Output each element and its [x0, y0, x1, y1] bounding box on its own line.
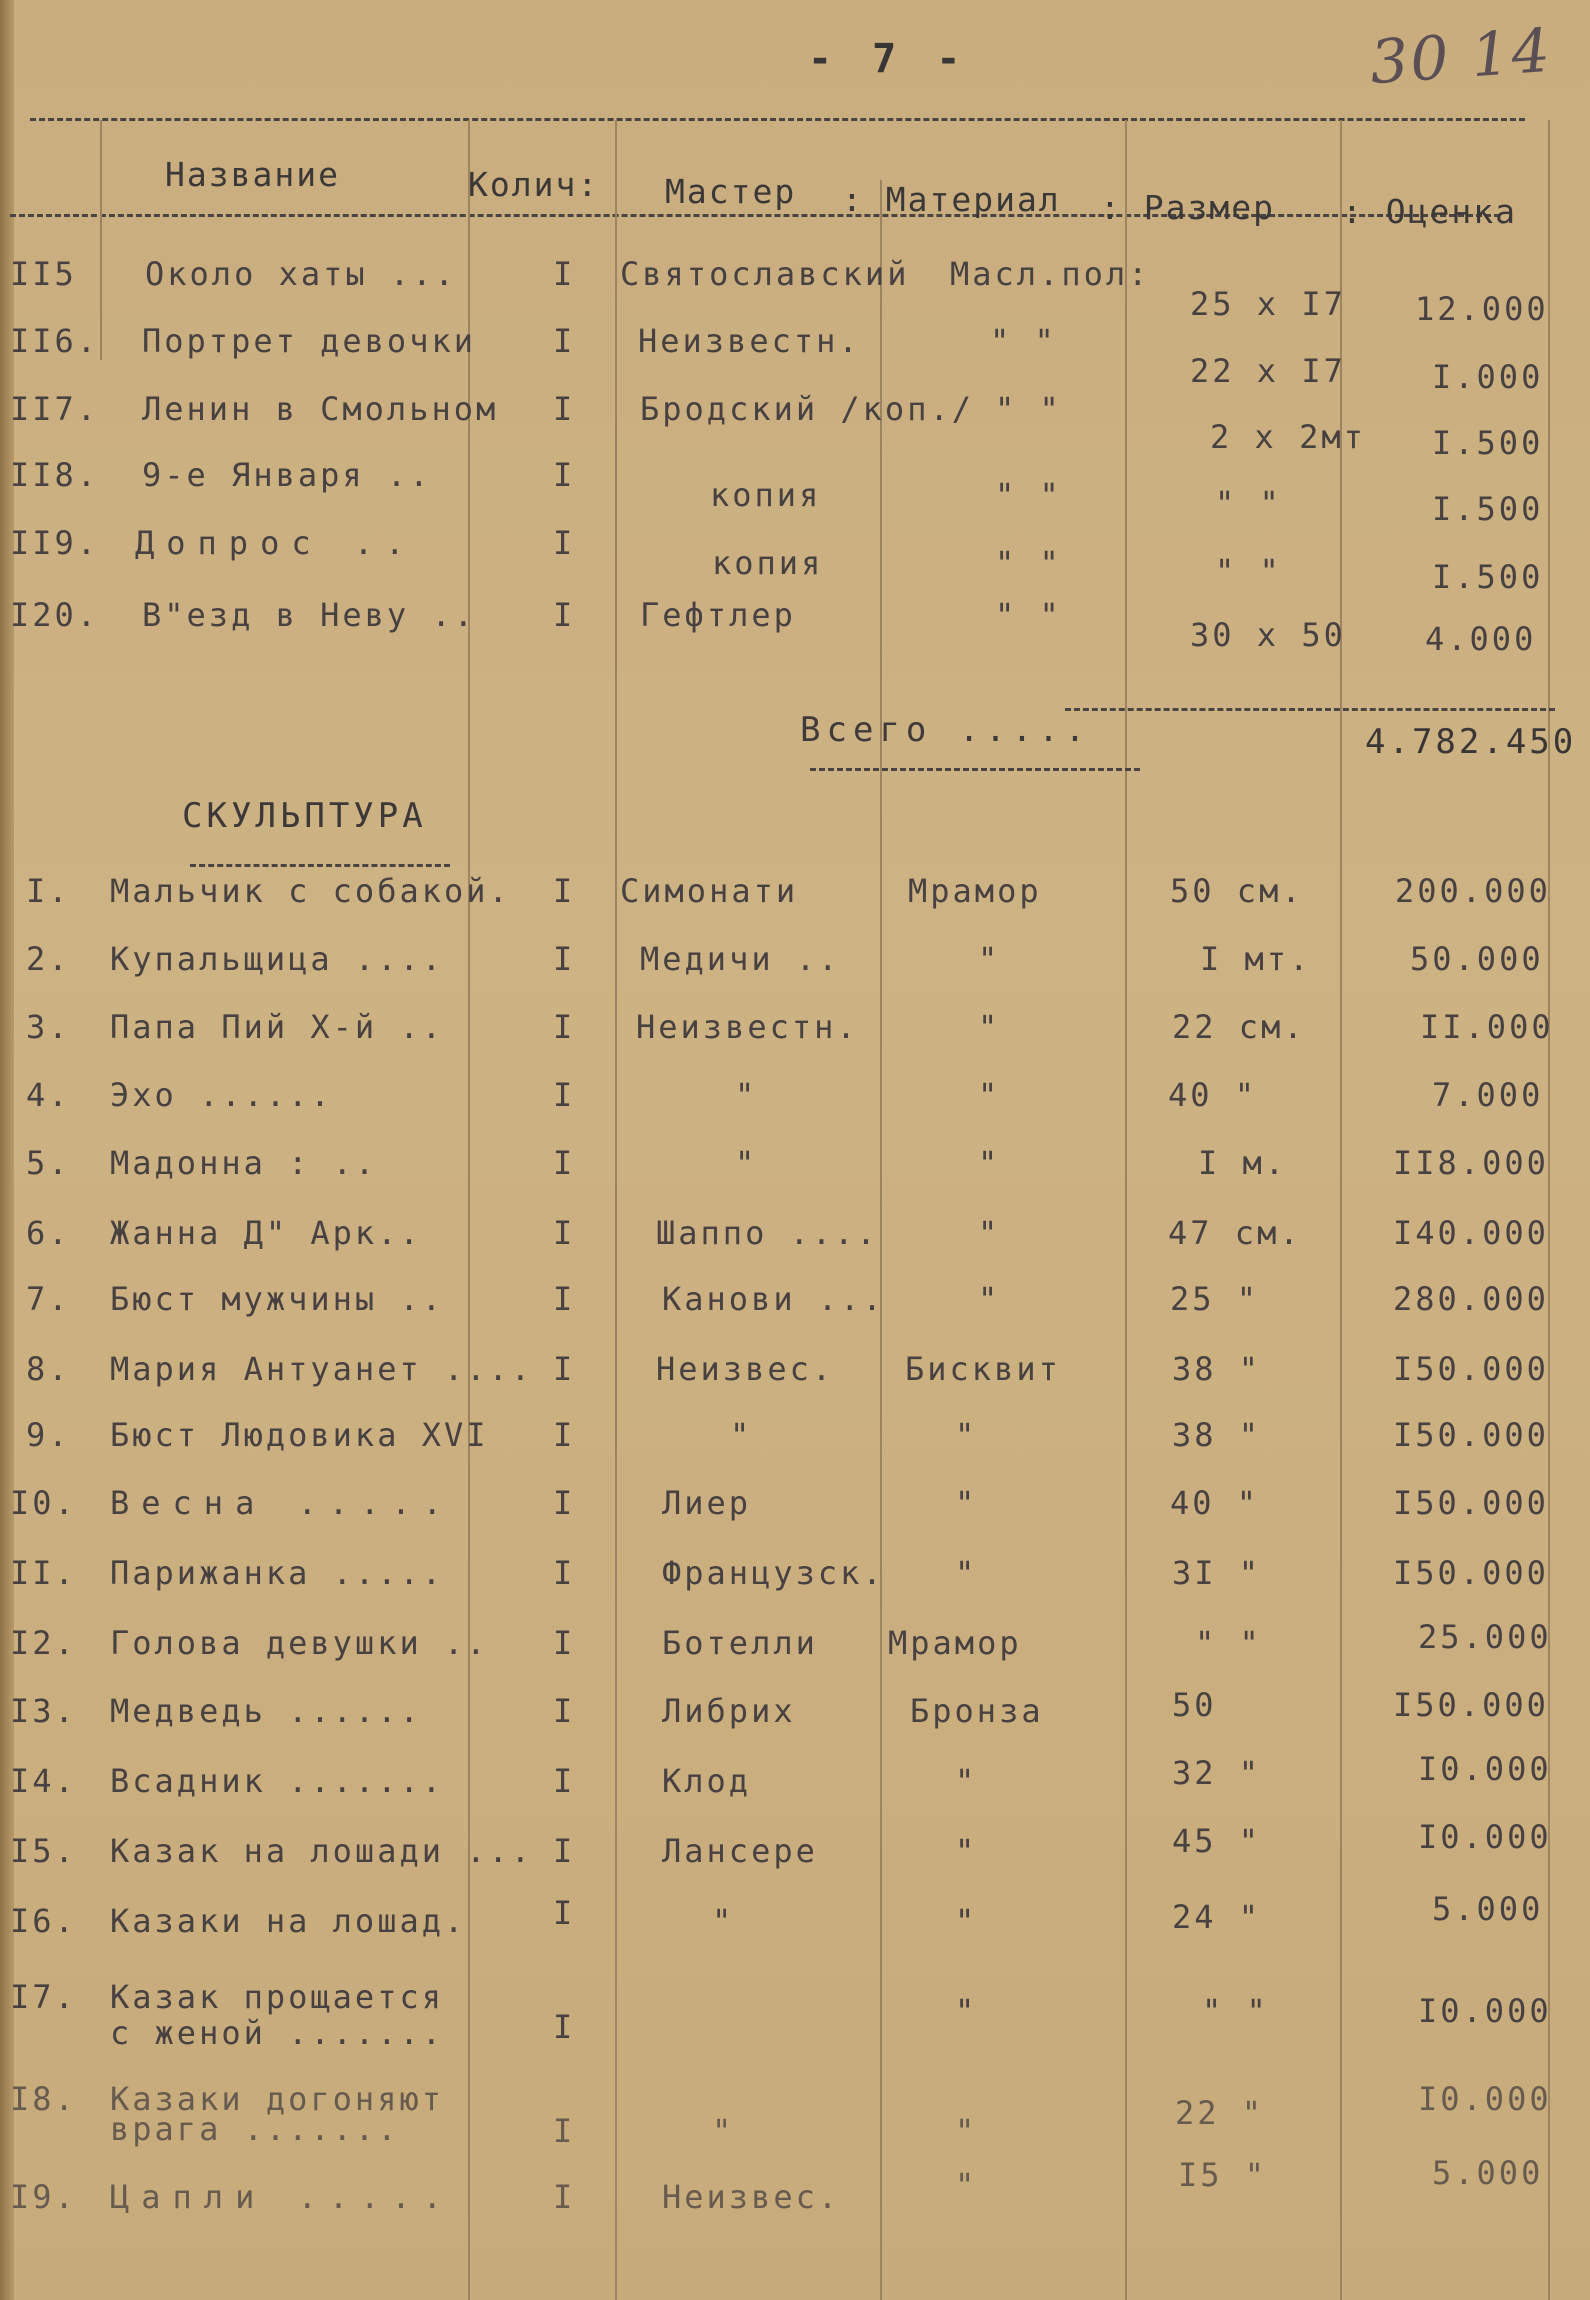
- row-qty: I: [553, 940, 576, 978]
- row-price: I50.000: [1393, 1484, 1549, 1522]
- row-name: В"езд в Неву ..: [142, 596, 476, 634]
- row-price: I0.000: [1418, 1992, 1552, 2030]
- row-qty: I: [553, 456, 576, 494]
- row-qty: I: [553, 1008, 576, 1046]
- row-price: II8.000: [1393, 1144, 1549, 1182]
- row-master: ": [712, 2112, 735, 2150]
- row-master: ": [712, 1902, 735, 1940]
- table-row: [0, 524, 1590, 596]
- row-number: I0.: [10, 1484, 77, 1522]
- row-name: Голова девушки ..: [110, 1624, 489, 1662]
- row-qty: I: [553, 596, 576, 634]
- header-top-dashed-line: [30, 118, 1525, 121]
- table-row: [0, 1618, 1590, 1684]
- row-price: I50.000: [1393, 1554, 1549, 1592]
- table-row: [0, 1416, 1590, 1476]
- row-name: Портрет девочки: [142, 322, 476, 360]
- row-price: 5.000: [1432, 1890, 1544, 1928]
- row-material: " ": [995, 596, 1062, 634]
- table-row: [0, 255, 1590, 328]
- row-number: 9.: [26, 1416, 71, 1454]
- row-qty: I: [553, 390, 576, 428]
- row-size: " ": [1215, 552, 1282, 590]
- row-material: ": [955, 1554, 978, 1592]
- row-name: Около хаты ...: [145, 255, 457, 293]
- header-material: : Материал: [842, 180, 1061, 219]
- total-bottom-dashed-line: [810, 768, 1140, 771]
- archive-number: 30 14: [1367, 15, 1555, 99]
- row-number: II8.: [10, 456, 100, 494]
- row-size: 22 ": [1175, 2094, 1265, 2132]
- row-price: I0.000: [1418, 1818, 1552, 1856]
- row-price: I.500: [1432, 490, 1544, 528]
- table-row: [0, 1144, 1590, 1204]
- row-master: Канови ...: [662, 1280, 885, 1318]
- header-bottom-dashed-line: [10, 214, 1500, 217]
- row-size: 22 см.: [1172, 1008, 1306, 1046]
- row-master: Неизвестн.: [636, 1008, 859, 1046]
- row-size: I мт.: [1200, 940, 1312, 978]
- table-row: [0, 596, 1590, 656]
- row-size: " ": [1215, 484, 1282, 522]
- row-price: I50.000: [1393, 1350, 1549, 1388]
- row-size: 22 x I7: [1190, 352, 1346, 390]
- row-price: I.500: [1432, 424, 1544, 462]
- row-master: Либрих: [662, 1692, 796, 1730]
- row-qty: I: [553, 872, 576, 910]
- table-row: [0, 1978, 1590, 2058]
- table-row: [0, 1818, 1590, 1892]
- total-top-dashed-line: [1065, 708, 1555, 711]
- row-material: ": [978, 1214, 1001, 1252]
- row-number: I6.: [10, 1902, 77, 1940]
- row-name: 9-е Января ..: [142, 456, 432, 494]
- table-row: [0, 1214, 1590, 1274]
- row-material: ": [955, 2112, 978, 2150]
- row-name: Цапли .....: [110, 2178, 454, 2216]
- table-row: [0, 2154, 1590, 2238]
- row-master: Симонати: [620, 872, 799, 910]
- row-master: копия: [710, 476, 822, 514]
- row-price: 50.000: [1410, 940, 1544, 978]
- row-qty: I: [553, 1144, 576, 1182]
- row-name: Мадонна : ..: [110, 1144, 378, 1182]
- row-master: Шаппо ....: [656, 1214, 879, 1252]
- row-material: Мрамор: [908, 872, 1042, 910]
- header-price: : Оценка: [1342, 192, 1517, 231]
- row-name: Жанна Д" Арк..: [110, 1214, 422, 1252]
- row-size: 38 ": [1172, 1416, 1262, 1454]
- page-number: - 7 -: [808, 36, 969, 82]
- row-qty: I: [553, 1624, 576, 1662]
- row-name: Медведь ......: [110, 1692, 422, 1730]
- row-name-continued: с женой .......: [110, 2014, 444, 2052]
- table-row: [0, 1484, 1590, 1544]
- row-price: I50.000: [1393, 1686, 1549, 1724]
- table-row: [0, 2080, 1590, 2160]
- row-master: Неизвес.: [662, 2178, 841, 2216]
- row-number: I2.: [10, 1624, 77, 1662]
- row-material: ": [955, 1484, 978, 1522]
- row-name: Казак на лошади ...: [110, 1832, 534, 1870]
- row-name: Эхо ......: [110, 1076, 333, 1114]
- row-qty: I: [553, 524, 576, 562]
- row-material: ": [955, 2166, 978, 2204]
- row-price: 200.000: [1395, 872, 1551, 910]
- row-price: I.000: [1432, 358, 1544, 396]
- row-master: Гефтлер: [640, 596, 796, 634]
- row-number: 7.: [26, 1280, 71, 1318]
- row-price: I.500: [1432, 558, 1544, 596]
- row-size: 50: [1172, 1686, 1217, 1724]
- row-name: Казак прощается: [110, 1978, 444, 2016]
- row-size: 32 ": [1172, 1754, 1262, 1792]
- row-price: 280.000: [1393, 1280, 1549, 1318]
- row-name: Весна .....: [110, 1484, 454, 1522]
- table-row: [0, 1750, 1590, 1822]
- table-row: [0, 1686, 1590, 1752]
- row-name: Ленин в Смольном: [142, 390, 499, 428]
- row-name: Мария Антуанет ....: [110, 1350, 534, 1388]
- row-number: I20.: [10, 596, 100, 634]
- row-material: ": [955, 1832, 978, 1870]
- row-qty: I: [553, 1762, 576, 1800]
- row-name: Бюст мужчины ..: [110, 1280, 444, 1318]
- row-price: 25.000: [1418, 1618, 1552, 1656]
- row-material: Бисквит: [905, 1350, 1061, 1388]
- row-qty: I: [553, 1350, 576, 1388]
- row-qty: I: [553, 1214, 576, 1252]
- row-material: Бронза: [910, 1692, 1044, 1730]
- row-material: ": [978, 1076, 1001, 1114]
- row-material: ": [978, 1008, 1001, 1046]
- row-number: 5.: [26, 1144, 71, 1182]
- row-size: 38 ": [1172, 1350, 1262, 1388]
- section-title-dashed-line: [190, 864, 450, 867]
- row-size: 30 x 50: [1190, 616, 1346, 654]
- row-price: I0.000: [1418, 2080, 1552, 2118]
- row-size: I м.: [1198, 1144, 1288, 1182]
- row-master: копия: [712, 544, 824, 582]
- row-master: Ботелли: [662, 1624, 818, 1662]
- row-price: I40.000: [1393, 1214, 1549, 1252]
- row-master: Лансере: [662, 1832, 818, 1870]
- row-qty: I: [553, 2112, 576, 2150]
- row-material: Масл.пол:: [950, 255, 1151, 293]
- row-master: ": [735, 1144, 758, 1182]
- row-name: Всадник .......: [110, 1762, 444, 1800]
- table-row: [0, 1280, 1590, 1340]
- row-master: Бродский /коп./: [640, 390, 974, 428]
- row-number: I8.: [10, 2080, 77, 2118]
- row-master: Неизвестн.: [638, 322, 861, 360]
- row-qty: I: [553, 2178, 576, 2216]
- row-price: I50.000: [1393, 1416, 1549, 1454]
- total-label: Всего .....: [800, 710, 1092, 750]
- header-master: Мастер: [665, 172, 797, 211]
- row-name: Казаки на лошад.: [110, 1902, 467, 1940]
- row-size: 47 см.: [1168, 1214, 1302, 1252]
- row-material: " ": [995, 544, 1062, 582]
- row-number: I5.: [10, 1832, 77, 1870]
- row-qty: I: [553, 2008, 576, 2046]
- table-row: [0, 872, 1590, 932]
- row-name-continued: врага .......: [110, 2110, 400, 2148]
- row-number: 8.: [26, 1350, 71, 1388]
- row-material: ": [978, 1144, 1001, 1182]
- row-material: Мрамор: [888, 1624, 1022, 1662]
- row-number: I7.: [10, 1978, 77, 2016]
- row-material: ": [955, 1902, 978, 1940]
- row-number: II5: [10, 255, 77, 293]
- row-qty: I: [553, 1484, 576, 1522]
- row-size: 25 x I7: [1190, 285, 1346, 323]
- row-qty: I: [553, 1894, 576, 1932]
- row-number: I9.: [10, 2178, 77, 2216]
- row-price: 5.000: [1432, 2154, 1544, 2192]
- row-material: ": [955, 1762, 978, 1800]
- row-price: 4.000: [1425, 620, 1537, 658]
- row-number: I.: [26, 872, 71, 910]
- row-master: Медичи ..: [640, 940, 841, 978]
- row-material: " ": [990, 322, 1057, 360]
- row-size: 45 ": [1172, 1822, 1262, 1860]
- row-name: Папа Пий Х-й ..: [110, 1008, 444, 1046]
- row-number: 6.: [26, 1214, 71, 1252]
- row-material: ": [978, 1280, 1001, 1318]
- row-price: 12.000: [1415, 290, 1549, 328]
- row-number: 2.: [26, 940, 71, 978]
- row-price: I0.000: [1418, 1750, 1552, 1788]
- row-name: Купальщица ....: [110, 940, 444, 978]
- row-name: Допрос ..: [135, 524, 417, 562]
- row-master: Лиер: [662, 1484, 752, 1522]
- row-material: ": [978, 940, 1001, 978]
- row-qty: I: [553, 1416, 576, 1454]
- row-qty: I: [553, 1280, 576, 1318]
- header-name: Название: [165, 155, 340, 194]
- table-row: [0, 1076, 1590, 1136]
- row-master: Неизвес.: [656, 1350, 835, 1388]
- row-size: I5 ": [1178, 2156, 1268, 2194]
- row-size: 50 см.: [1170, 872, 1304, 910]
- row-number: I3.: [10, 1692, 77, 1730]
- row-number: II9.: [10, 524, 100, 562]
- row-master: Французск.: [662, 1554, 885, 1592]
- row-master: ": [730, 1416, 753, 1454]
- row-qty: I: [553, 322, 576, 360]
- row-master: Святославский: [620, 255, 910, 293]
- row-material: ": [955, 1992, 978, 2030]
- total-value: 4.782.450: [1365, 722, 1577, 762]
- row-number: I4.: [10, 1762, 77, 1800]
- row-name: Бюст Людовика ХVI: [110, 1416, 489, 1454]
- row-qty: I: [553, 1554, 576, 1592]
- row-master: Клод: [662, 1762, 752, 1800]
- row-size: 2 x 2мт: [1210, 418, 1366, 456]
- row-material: " ": [995, 476, 1062, 514]
- table-row: [0, 322, 1590, 396]
- row-number: II6.: [10, 322, 100, 360]
- row-size: " ": [1195, 1624, 1262, 1662]
- table-row: [0, 1350, 1590, 1410]
- row-qty: I: [553, 1692, 576, 1730]
- row-master: ": [735, 1076, 758, 1114]
- section-title: СКУЛЬПТУРА: [182, 796, 427, 836]
- row-name: Парижанка .....: [110, 1554, 444, 1592]
- table-row: [0, 390, 1590, 462]
- row-size: 3I ": [1172, 1554, 1262, 1592]
- table-row: [0, 1554, 1590, 1614]
- row-number: II7.: [10, 390, 100, 428]
- table-row: [0, 456, 1590, 528]
- row-material: " ": [995, 390, 1062, 428]
- row-material: ": [955, 1416, 978, 1454]
- row-number: II.: [10, 1554, 77, 1592]
- table-row: [0, 940, 1590, 1000]
- row-size: 40 ": [1168, 1076, 1258, 1114]
- header-size: : Размер: [1100, 188, 1275, 227]
- table-row: [0, 1008, 1590, 1068]
- row-size: " ": [1202, 1992, 1269, 2030]
- row-price: II.000: [1420, 1008, 1554, 1046]
- row-price: 7.000: [1432, 1076, 1544, 1114]
- row-size: 40 ": [1170, 1484, 1260, 1522]
- row-name: Казаки догоняют: [110, 2080, 444, 2118]
- row-size: 24 ": [1172, 1898, 1262, 1936]
- row-qty: I: [553, 1832, 576, 1870]
- row-size: 25 ": [1170, 1280, 1260, 1318]
- row-name: Мальчик с собакой.: [110, 872, 511, 910]
- table-row: [0, 1890, 1590, 1962]
- row-number: 4.: [26, 1076, 71, 1114]
- row-qty: I: [553, 255, 576, 293]
- header-qty: Колич:: [468, 165, 600, 204]
- row-qty: I: [553, 1076, 576, 1114]
- row-number: 3.: [26, 1008, 71, 1046]
